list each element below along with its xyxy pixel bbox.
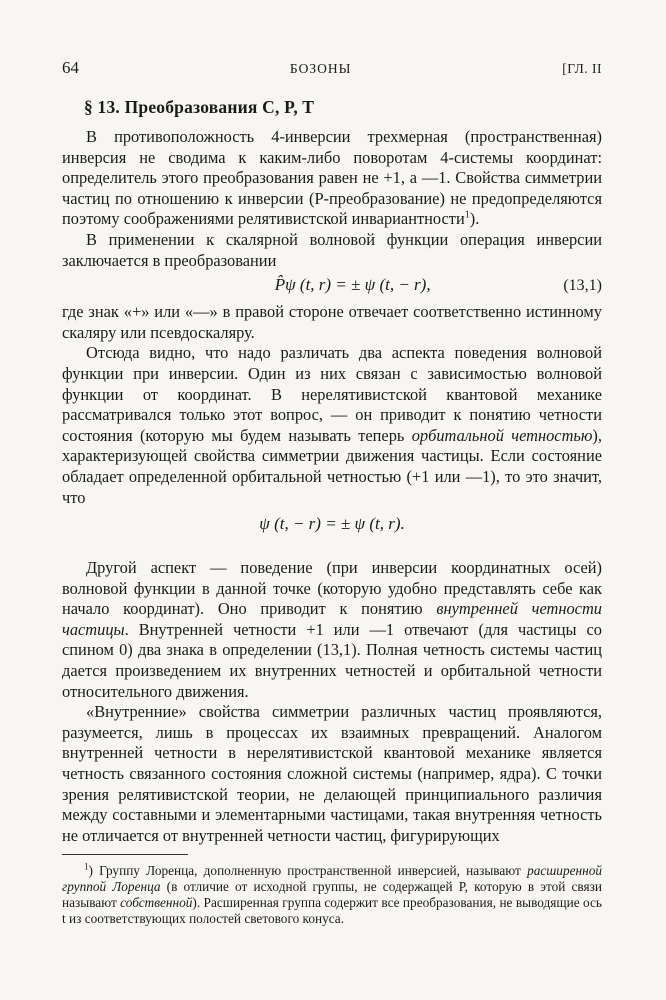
footnote-mark: 1 xyxy=(84,861,89,872)
footnote: $^1$) Группу Лоренца, дополненную пространственной инверсией, называют расширенной группой Лоренца (в отличие от исходной группы, не содержащей P, которую в этой связи называют собственной). Расширенная группа содержит все преобразования, не выводящие ось t из соответствующих полостей светового конуса. xyxy=(62,861,602,926)
equation-13-1 xyxy=(62,273,602,298)
paragraph-6: «Внутренние» свойства симметрии различных частиц проявляются, разумеется, лишь в процессах их взаимных превращений. Аналогом внутренней четности в нерелятивистской квантовой механике является четность связанного состояния сложной системы (например, ядра). С точки зрения релятивистской теории, не делающей принципиального различия между составными и элементарными частицами, такая внутренняя четность не отличается от внутренней четности частиц, фигурирующих xyxy=(62,702,602,845)
page-number: 64 xyxy=(62,58,79,77)
equation-orbital-parity: ψ (t, − r) = ± ψ (t, r). xyxy=(259,514,405,534)
running-title: БОЗОНЫ xyxy=(289,61,352,76)
term-intrinsic-parity: внутренней четности частицы xyxy=(62,599,602,639)
chapter-label: [ГЛ. II xyxy=(562,61,602,76)
footnote-ref[interactable]: 1 xyxy=(464,209,470,221)
term-orbital-parity: орбитальной четностью xyxy=(411,425,593,445)
section-title: § 13. Преобразования C, P, T xyxy=(84,97,315,117)
paragraph-1: В противоположность 4-инверсии трехмерная (пространственная) инверсия не сводима к каким-либо поворотам 4-системы координат: определитель этого преобразования равен не +1, а —1. Свойства симметрии частиц по отношению к инверсии (P-преобразование) не предопределяются поэтому соображениями релятивистской инвариантности$^1$). xyxy=(62,127,602,229)
paragraph-5: Другой аспект — поведение (при инверсии координатных осей) волновой функции в данной точке (которую удобно представлять себе как начало координат). Оно приводит к понятию внутренней четности частицы. Внутренней четности +1 или —1 отвечают (для частицы со спином 0) два знака в определении (13,1). Полная четность системы частиц дается произведением их внутренних четностей и орбитальной четности относительного движения. xyxy=(62,558,602,701)
paragraph-2: В применении к скалярной волновой функции операция инверсии заключается в преобразовании xyxy=(62,229,602,270)
equation-expression: P̂ψ (t, r) = ± ψ (t, − r), xyxy=(274,275,431,295)
running-head xyxy=(62,58,602,78)
paragraph-4: Отсюда видно, что надо различать два аспекта поведения волновой функции при инверсии. Один из них связан с зависимостью волновой функции от координат. В нерелятивистской квантовой механике рассматривался только этот вопрос, — он приводит к понятию четности состояния (которую мы будем называть теперь орбитальной четностью), характеризующей свойства симметрии движения частицы. Если состояние обладает определенной орбитальной четностью (+1 или —1), то это значит, что xyxy=(62,343,602,507)
paragraph-3: где знак «+» или «—» в правой стороне отвечает соответственно истинному скаляру или псевдоскаляру. xyxy=(62,302,602,342)
equation-number: (13,1) xyxy=(563,277,602,295)
footnote-divider xyxy=(62,854,188,855)
